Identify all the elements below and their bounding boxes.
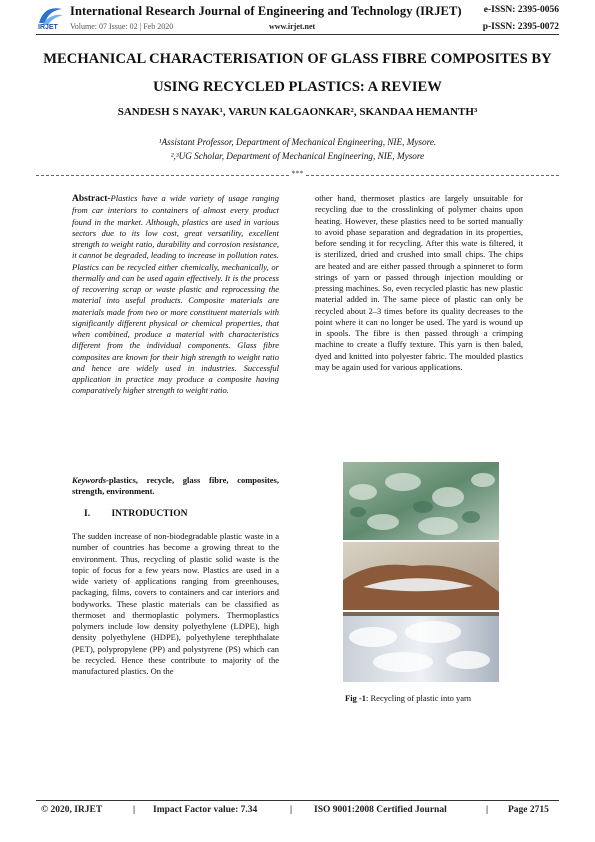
footer-separator: | xyxy=(486,805,489,815)
title-line-1: MECHANICAL CHARACTERISATION OF GLASS FIBRE COMPOSITES BY xyxy=(43,51,552,67)
figure-caption-text: : Recycling of plastic into yarn xyxy=(366,693,472,703)
section-number: I. xyxy=(84,509,91,519)
keywords-text: plastics, recycle, glass fibre, composites, strength, environment. xyxy=(72,475,279,497)
header-divider xyxy=(36,34,559,35)
abstract xyxy=(72,193,279,397)
footer-copyright: © 2020, IRJET xyxy=(41,805,103,815)
separator-stars: *** xyxy=(291,169,304,178)
volume-issue: Volume: 07 Issue: 02 | Feb 2020 xyxy=(70,22,174,31)
footer-iso: ISO 9001:2008 Certified Journal xyxy=(314,805,447,815)
eissn: e-ISSN: 2395-0056 xyxy=(483,5,559,15)
affiliation-2: ²,³UG Scholar, Department of Mechanical Engineering, NIE, Mysore xyxy=(170,151,425,161)
journal-website[interactable]: www.irjet.net xyxy=(269,22,316,31)
paper-title xyxy=(40,45,555,101)
abstract-label: Abstract- xyxy=(72,194,111,204)
right-column-text: other hand, thermoset plastics are largely unsuitable for recycling due to the crosslinking of polymer chains upon heating. However, these plastics need to be sorted manually to avoid phase separation and degradation in its properties, before sending it for recycling. After this wate is filtered, it is sterilized, dried and crushed into small chips. The chips are heated and are either passed through a spinneret to form strings of yarn or passed through injection moulding or pressing machines. So, even recycled plastic has new plastic material added in. The same piece of plastic can only be recycled about 2–3 times before its quality decreases to the point where it can no longer be used. The yard is wound up in spools. The fibre is then passed through a crimping machine to create a fluffy texture. This yarn is then baled, dyed and knitted into polyester fabric. The moulded plastics may be again used for various applications. xyxy=(315,193,523,372)
keywords xyxy=(72,475,279,498)
title-line-2: USING RECYCLED PLASTICS: A REVIEW xyxy=(153,79,442,95)
section-heading-introduction xyxy=(84,509,187,519)
footer-divider xyxy=(36,800,559,801)
affiliation-1: ¹Assistant Professor, Department of Mechanical Engineering, NIE, Mysore. xyxy=(158,137,437,147)
author-list: SANDESH S NAYAK¹, VARUN KALGAONKAR², SKANDAA HEMANTH³ xyxy=(117,106,478,118)
footer-page-number: Page 2715 xyxy=(508,805,549,815)
footer-impact-factor: Impact Factor value: 7.34 xyxy=(153,805,258,815)
introduction-text: The sudden increase of non-biodegradable plastic waste in a number of countries has become a growing threat to the environment. Thus, recycling of plastic solid waste is the topic of focus for a few years now. Plastics are used in a wide variety of applications ranging from greenhouses, packaging, films, covers to containers and car interiors and bodyworks. These plastic materials can be classified as thermoset and thermoplastic polymers. Thermoplastics polymers include low density polyethylene (LDPE), high density polyethylene (HDPE), polyethylene terephthalate (PET), polypropylene (PP) and polystyrene (PS) which can be recycled. Hence these contribute to majority of the manufactured plastics. On the xyxy=(72,531,279,676)
footer-separator: | xyxy=(133,805,136,815)
abstract-text: Plastics have a wide variety of usage ranging from car interiors to containers of almost every product found in the market. Although, plastics are used in various sectors due to its low cost, great versatility, excellent strength to weight ratio, durability and corrosion resistance, it cannot be degraded, leading to increase in pollution rates. Plastics can be recycled either chemically, mechanically, or thermally and can be used again effectively. It is the process of recovering scrap or waste plastic and reprocessing the material into useful products. Composite materials are materials made from two or more constituent materials with significantly different physical or chemical properties, that when combined, produce a material with characteristics different from the individual components. Glass fibre composites are known for their high strength to weight ratio and hence are widely used in industries. Successful application in practice may produce a composite having comparatively higher strength to weight ratio. xyxy=(72,193,279,396)
keywords-label: Keywords- xyxy=(72,475,109,485)
pissn: p-ISSN: 2395-0072 xyxy=(482,22,559,32)
journal-logo xyxy=(36,3,65,30)
recycling-figure-image xyxy=(343,462,499,682)
footer-separator: | xyxy=(290,805,293,815)
logo-text: IRJET xyxy=(38,24,58,30)
journal-title: International Research Journal of Engineering and Technology (IRJET) xyxy=(70,4,462,18)
figure-caption xyxy=(345,693,471,703)
figure-label: Fig -1 xyxy=(345,693,367,703)
section-title: INTRODUCTION xyxy=(111,509,188,519)
